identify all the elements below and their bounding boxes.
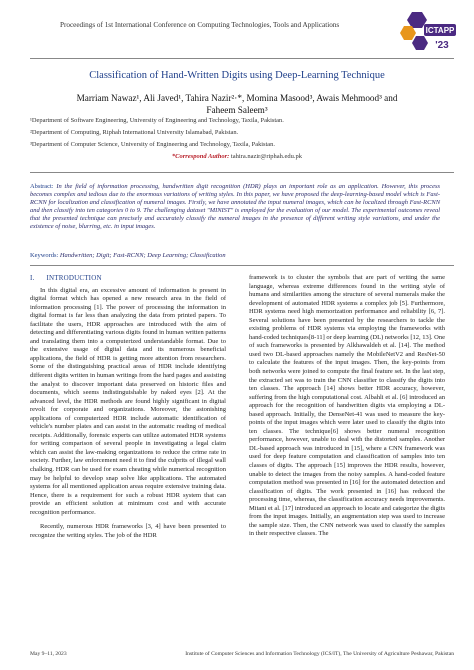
footer-institution: Institute of Computer Sciences and Information Technology (ICS/IT), The University of Agriculture Peshawar, Pakistan	[185, 651, 454, 657]
authors-line-1: Marriam Nawaz¹, Ali Javed¹, Tahira Nazir²·*, Momina Masood³, Awais Mehmood³ and	[76, 93, 398, 103]
section-title: INTRODUCTION	[46, 274, 102, 282]
intro-paragraph-1: In this digital era, an excessive amount of information is present in digital format which has opened a new research area in the field of information processing [1]. The power of processing the information in digital format is far less than analyzing the data from printed papers. To facilitate the users, HDR approaches are introduced with the aim of detecting and differentiating various digits found in human written patterns and translating them into a computerized understandable format. Due to the extensive usage of digital data and its numerous beneficial applications, the field of HDR is getting more attention from researchers. Some of the distinguishing practical areas of HDR include identifying different digits written in human writings from the hard pages and assisting the analyst to discover important data preserved on historic files and documents, which seems indistinguishable by naked eyes [2]. At the advanced level, the HDR methods are found highly significant in digital revolt for corporate and organizations. Moreover, the astonishing applications of computerized HDR include automatic identification of vehicle's number plates and can assist in the automatic reading of medical receipts. Additionally, forensic experts can utilize automated HDR systems for writing comparison of several people in investigating a legal claim which can assist the law-making organizations to reduce the crime rate in society. Further, law enforcement need it to find the culprits of illegal wall chalking. HDR can be used for exam cheating while numerical recognition may be helpful to develop snap solve like applications. The automated systems for all mentioned application areas require extensive training data. Hence, there is a requirement for such a robust HDR system that can provide an efficient solution at minimum cost and with accurate recognition performance.	[30, 286, 226, 516]
corresponding-email[interactable]: tahira.nazir@riphah.edu.pk	[230, 153, 303, 160]
header-rule	[30, 58, 454, 59]
intro-paragraph-2: Recently, numerous HDR frameworks [3, 4] have been presented to recognize the writing styles. The job of the HDR	[30, 523, 226, 539]
abstract-top-rule	[30, 172, 454, 173]
paper-title: Classification of Hand-Written Digits using Deep-Learning Technique	[89, 70, 385, 81]
corresponding-label: *Correspond Author:	[171, 153, 230, 160]
corresponding-author	[0, 153, 474, 160]
abstract-label: Abstract:	[30, 183, 54, 190]
page-footer	[30, 651, 454, 657]
abstract-text: In the field of information processing, handwritten digit recognition (HDR) plays an important role as an application. However, this process becomes complex and tedious due to the enormous variations of writing styles. In this paper, we have proposed the deep-learning-based model which is Fast-RCNN for localization and classification of numeral images. Firstly, we have annotated the input numeral images, which can be localized through Fast-RCNN and then classify into ten categories 0 to 9. The challenging dataset "MINIST" is employed for the evaluation of our model. The experimental outcomes reveal that the presented technique can precisely and accurately classify the numeral images in the presence of different writing style variations, and under the existence of noise, blurring, etc. in input images.	[30, 183, 441, 231]
affiliation-3: ³Department of Computer Science, University of Engineering and Technology, Taxila, Pakistan.	[30, 141, 275, 148]
affiliation-1: ¹Department of Software Engineering, University of Engineering and Technology, Taxila, Pakistan.	[30, 117, 284, 124]
abstract-bottom-rule	[30, 265, 454, 266]
authors	[60, 92, 414, 116]
logo-text: ICTAPP	[425, 26, 455, 35]
section-number: I.	[30, 274, 35, 282]
keywords-label: Keywords:	[30, 252, 59, 259]
logo-year: '23	[435, 40, 449, 51]
intro-paragraph-continued: framework is to cluster the symbols that are part of writing the same language, whereas extreme differences found in the writing style of humans and similarities among the structure of several numerals make the development of automated HDR systems a complex job [5]. Furthermore, HDR systems need high memorization performance and reliability [6, 7]. Several solutions have been presented by the researchers to tackle the existing problems of HDR systems via employing the frameworks with hand-coded techniques[8-11] or deep learning (DL) networks [12, 13]. One of such frameworks is presented by Alkhawaldeh et al. [14]. The method used two DL-based approaches namely the MobileNetV2 and ResNet-50 to calculate the features of the input images. Then, the key-points from both networks were joined to compute the final feature set. In the last step, the extracted set was to train the CNN classifier to classify the digits into ten classes. The approach [14] shows better HDR accuracy, however, suffering from the high computational cost. Albahli et al. [6] introduced an approach for the recognition of handwritten digits via employing a DL-based approach. Initially, the DenseNet-41 was used to measure the key-points of the input images which were later used to classify the digits into ten classes. The technique[6] shows better numeral recognition performance, however, unable to deal with the distorted samples. Another DL-based approach was introduced in [15], where a CNN framework was used for deep feature computation and classification of samples into ten classes of digits. The approach [15] improves the HDR results, however, unable to detect the images from the noisy samples. A hand-coded feature computation method was presented in [16] for the automated detection and classification of digits. The work presented in [16] has reduced the processing time, whereas, the classification accuracy needs improvements. Mitani et al. [17] introduced an approach to locate and categorize the digits from the input images. Initially, an augmentation step was used to increase the sample size. Then, the CNN network was used to classify the samples in their respective classes. The	[249, 274, 445, 538]
section-heading	[30, 274, 226, 283]
affiliation-2: ²Department of Computing, Riphah International University Islamabad, Pakistan.	[30, 129, 239, 136]
right-column	[249, 274, 445, 539]
footer-date: May 9–11, 2023	[30, 651, 67, 657]
proceedings-header: Proceedings of 1st International Conference on Computing Technologies, Tools and Applications	[60, 21, 340, 29]
abstract	[30, 183, 440, 232]
keywords-text: Handwritten; Digit; Fast-RCNN; Deep Learning; Classification	[59, 252, 226, 259]
keywords	[30, 252, 440, 259]
left-column	[30, 274, 226, 540]
authors-line-2: Faheem Saleem³	[206, 105, 268, 115]
conference-logo	[398, 8, 458, 56]
